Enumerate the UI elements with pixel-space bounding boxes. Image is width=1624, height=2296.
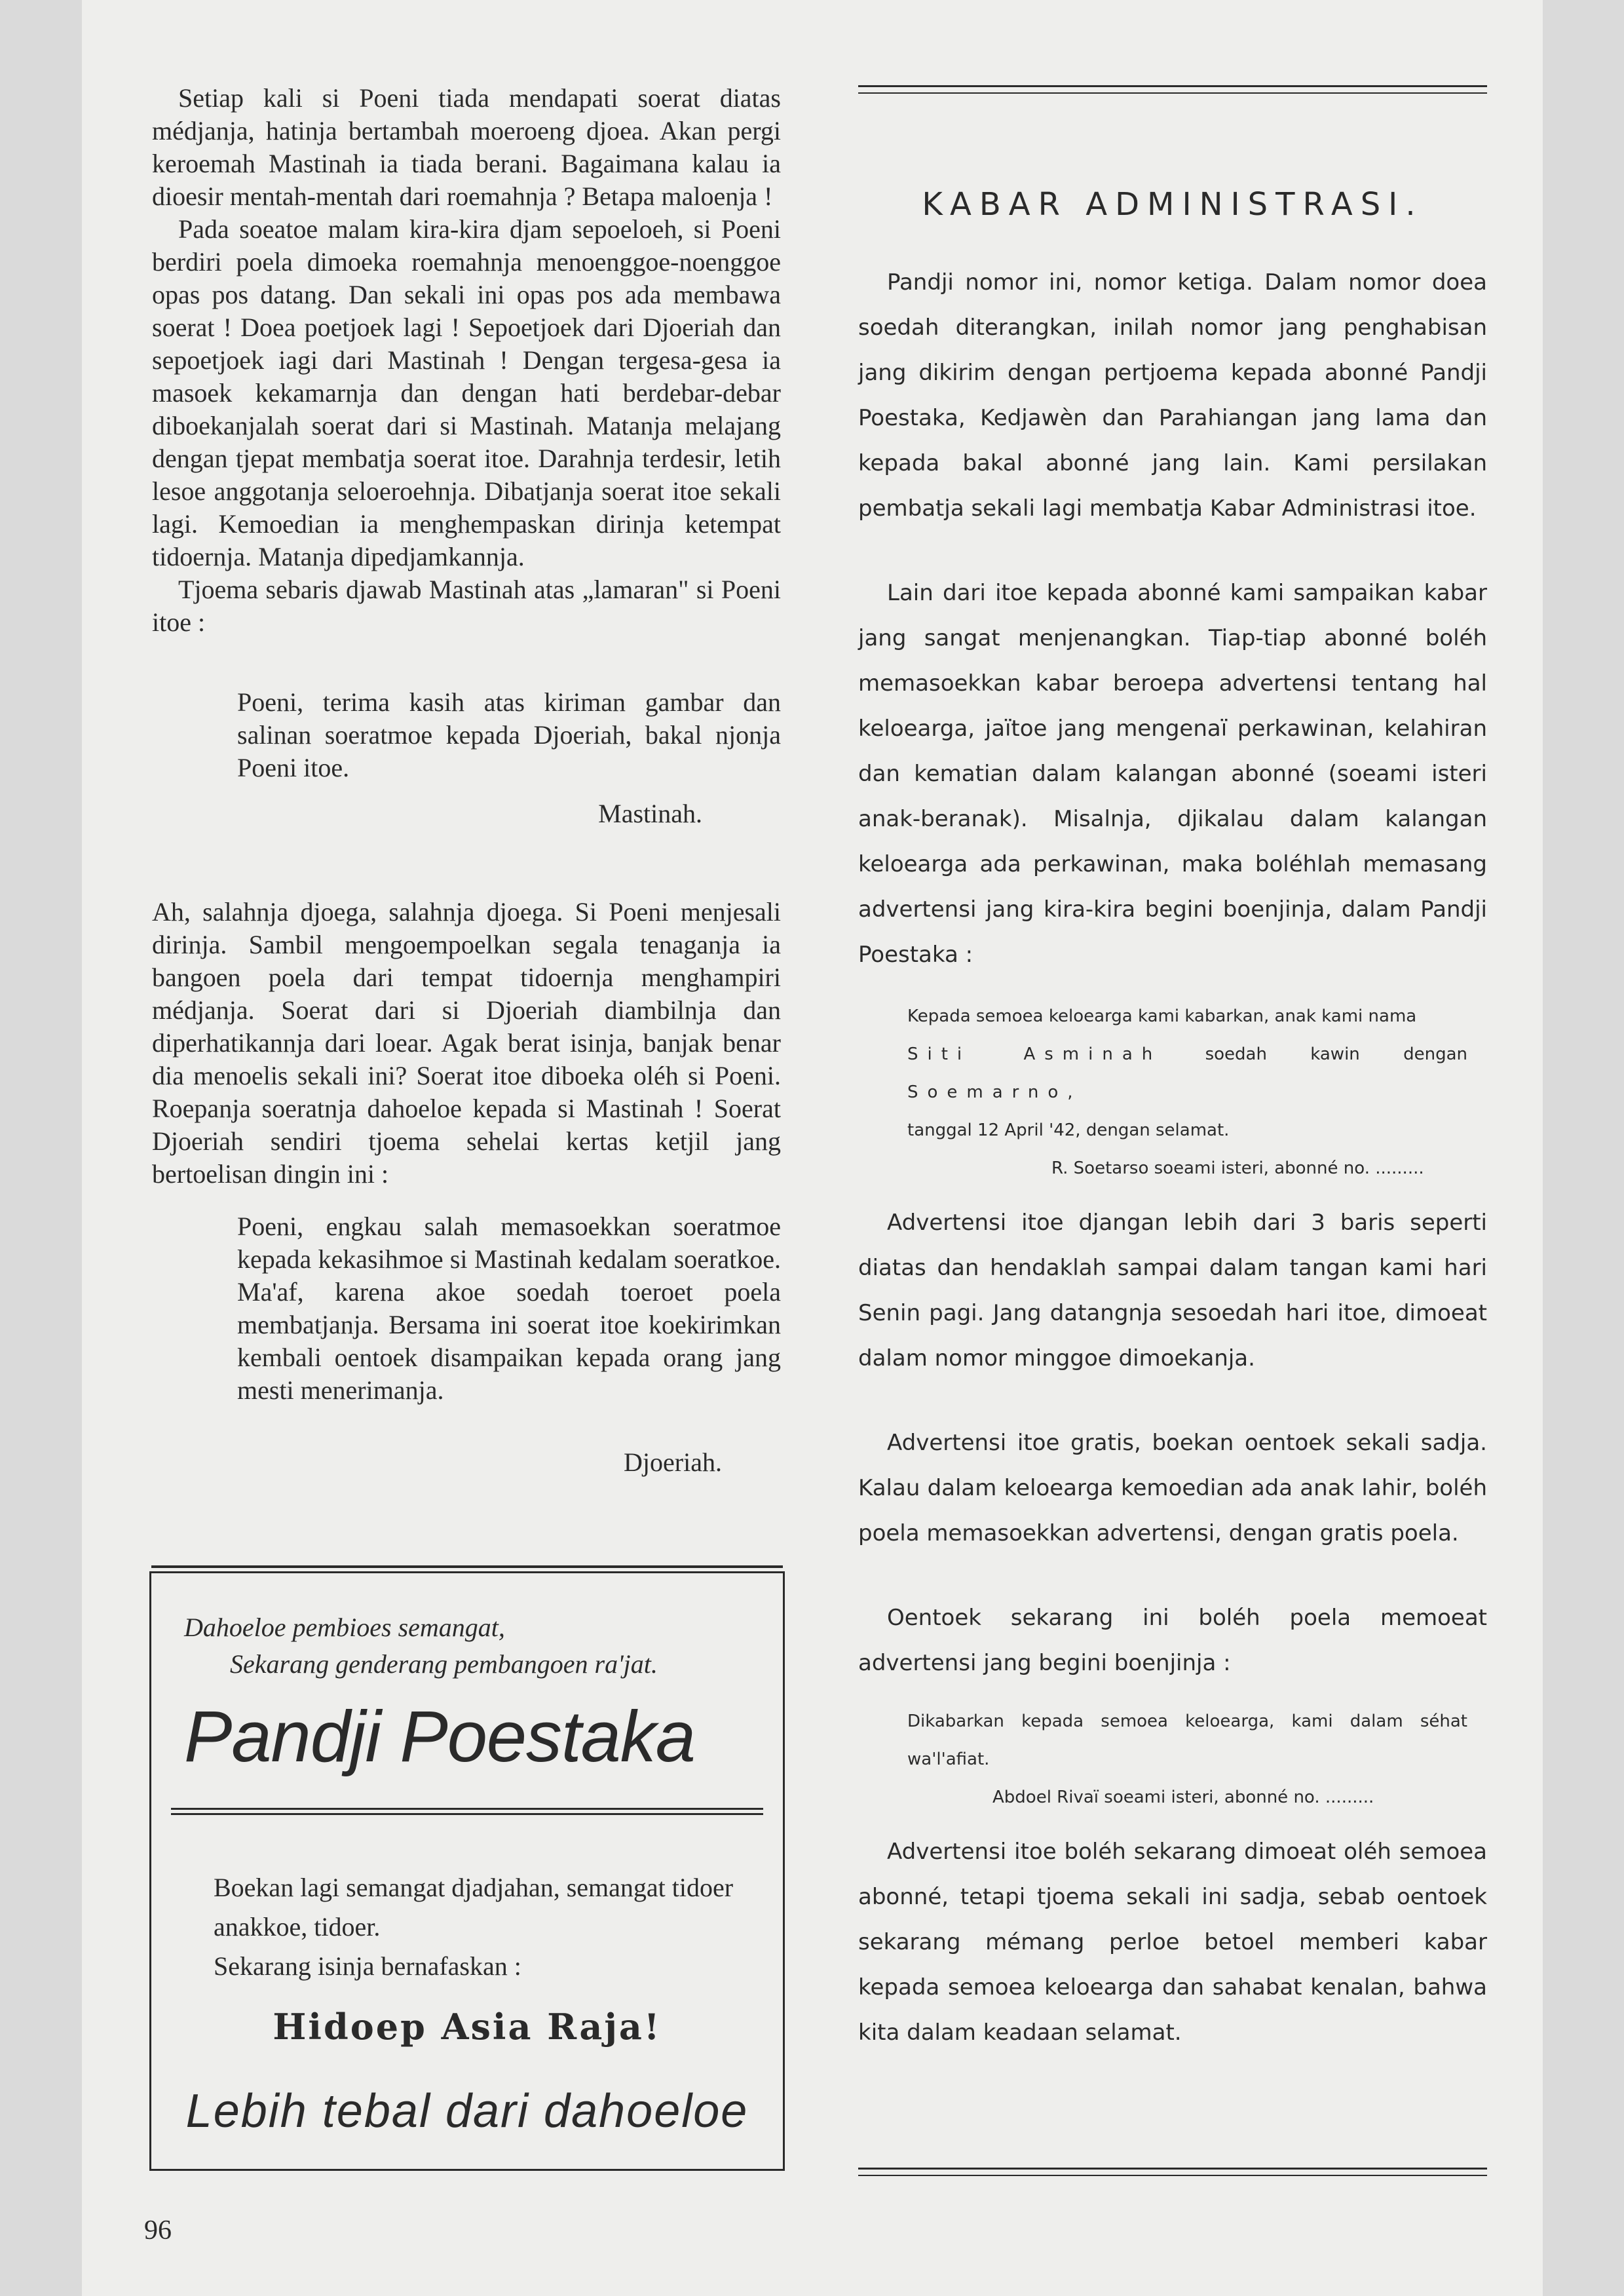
letter-djoeriah: Poeni, engkau salah memasoekkan soeratmoe kepada kekasihmoe si Mastinah kedalam soeratkoe. Ma'af, karena akoe soedah toeroet poela membatjanja. Bersama ini soerat itoe koekirimkan kembali oentoek disampaikan kepada orang jang mesti menerimanja. [237, 1212, 781, 1405]
admin-paragraph-1: Pandji nomor ini, nomor ketiga. Dalam nomor doea soedah diterangkan, inilah nomor jang penghabisan jang dikirim dengan pertjoema kepada abonné Pandji Poestaka, Kedjawèn dan Parahiangan jang lama dan kepada bakal abonné jang lain. Kami persilakan pembatja sekali lagi membatja Kabar Administrasi itoe. [858, 269, 1487, 522]
ad-top-rule [151, 1565, 783, 1568]
ad-title: Pandji Poestaka [184, 1696, 695, 1777]
story-paragraph-1: Setiap kali si Poeni tiada mendapati soerat diatas médjanja, hatinja bertambah moeroeng djoea. Akan pergi keroemah Mastinah ia tiada berani. Bagaimana kalau ia dioesir mentah-mentah dari roemahnja ? Betapa maloenja ! [152, 83, 781, 211]
page-number: 96 [144, 2215, 172, 2246]
signature-mastinah: Mastinah. [598, 799, 702, 828]
notice-1-name-2: Soemarno, [907, 1082, 1082, 1102]
story-paragraph-2: Pada soeatoe malam kira-kira djam sepoeloeh, si Poeni berdiri poela dimoeka roemahnja menoenggoe-noenggoe opas pos datang. Dan sekali ini opas pos ada membawa soerat ! Doea poetjoek lagi ! Sepoetjoek dari Djoeriah dan sepoetjoek iagi dari Mastinah ! Dengan tergesa-gesa ia masoek kekamarnja dan dengan hati berdebar-debar diboekanjalah soerat dari si Mastinah. Matanja melajang dengan tjepat membatja soerat itoe. Darahnja terdesir, letih lesoe anggotanja seloeroehnja. Dibatjanja soerat itoe sekali lagi. Kemoedian ia menghempaskan dirinja ketempat tidoernja. Matanja dipedjamkannja. [152, 214, 781, 571]
ad-tagline-line-1: Dahoeloe pembioes semangat, [184, 1613, 505, 1642]
notice-2-signature: Abdoel Rivaï soeami isteri, abonné no. ......... [992, 1788, 1374, 1807]
ad-footer: Lebih tebal dari dahoeloe [185, 2085, 749, 2137]
ad-rule-2 [171, 1813, 763, 1815]
notice-2-line-1: Dikabarkan kepada semoea keloearga, kami dalam séhat wa'l'afiat. [907, 1712, 1467, 1769]
signature-djoeriah: Djoeriah. [624, 1447, 722, 1477]
story-column [152, 82, 781, 1479]
ad-body-line-1: Boekan lagi semangat djadjahan, semangat tidoer anakkoe, tidoer. [214, 1873, 734, 1942]
admin-paragraph-4: Advertensi itoe gratis, boekan oentoek sekali sadja. Kalau dalam keloearga kemoedian ada anak lahir, boléh poela memasoekkan advertensi, dengan gratis poela. [858, 1430, 1487, 1546]
admin-paragraph-3: Advertensi itoe djangan lebih dari 3 baris seperti diatas dan hendaklah sampai dalam tangan kami hari Senin pagi. Jang datangnja sesoedah hari itoe, dimoeat dalam nomor minggoe dimoekanja. [858, 1210, 1487, 1371]
ad-body [184, 1868, 750, 1986]
letter-mastinah: Poeni, terima kasih atas kiriman gambar dan salinan soeratmoe kepada Djoeriah, bakal njonja Poeni itoe. [237, 687, 781, 782]
ad-slogan: Hidoep Asia Raja! [273, 2006, 662, 2048]
notice-1-line-3: tanggal 12 April '42, dengan selamat. [907, 1120, 1230, 1140]
notice-example-2 [858, 1702, 1487, 1816]
admin-paragraph-6: Advertensi itoe boléh sekarang dimoeat oléh semoea abonné, tetapi tjoema sekali ini sadja, sebab oentoek sekarang mémang perloe betoel memberi kabar kepada semoea keloearga dan sahabat kenalan, bahwa kita dalam keadaan selamat. [858, 1839, 1487, 2046]
administration-column [858, 85, 1487, 2056]
notice-1-line-2 [907, 1035, 1467, 1111]
notice-1-mid: soedah kawin dengan [1205, 1044, 1467, 1064]
ad-body-line-2: Sekarang isinja bernafaskan : [214, 1951, 521, 1981]
notice-example-1 [858, 997, 1487, 1187]
admin-paragraph-5: Oentoek sekarang ini boléh poela memoeat advertensi jang begini boenjinja : [858, 1605, 1487, 1676]
advertisement-box [149, 1571, 785, 2171]
story-paragraph-3: Tjoema sebaris djawab Mastinah atas „lamaran" si Poeni itoe : [152, 575, 781, 637]
admin-paragraph-2: Lain dari itoe kepada abonné kami sampaikan kabar jang sangat menjenangkan. Tiap-tiap abonné boléh memasoekkan kabar beroepa advertensi tentang hal keloearga, jaïtoe jang mengenaï perkawinan, kelahiran dan kematian dalam kalangan abonné (soeami isteri anak-beranak). Misalnja, djikalau dalam kalangan keloearga ada perkawinan, maka boléhlah memasang advertensi jang kira-kira begini boenjinja, dalam Pandji Poestaka : [858, 580, 1487, 968]
ad-tagline [184, 1609, 658, 1683]
notice-1-name-1: Siti Asminah [907, 1044, 1162, 1064]
ad-rule-1 [171, 1808, 763, 1810]
ad-tagline-line-2: Sekarang genderang pembangoen ra'jat. [230, 1649, 658, 1679]
story-paragraph-4: Ah, salahnja djoega, salahnja djoega. Si Poeni menjesali dirinja. Sambil mengoempoelkan segala tenaganja ia bangoen poela dari tempat tidoernja menghampiri médjanja. Soerat dari si Djoeriah diambilnja dan diperhatikannja dari loear. Agak berat isinja, banjak benar dia menoelis sekali ini? Soerat itoe diboeka oléh si Poeni. Roepanja soeratnja dahoeloe kepada si Mastinah ! Soerat Djoeriah sendiri tjoema sehelai kertas ketjil jang bertoelisan dingin ini : [152, 897, 781, 1189]
notice-1-line-1: Kepada semoea keloearga kami kabarkan, anak kami nama [907, 1006, 1417, 1026]
bottom-double-rule [858, 2168, 1487, 2176]
section-heading: KABAR ADMINISTRASI. [922, 186, 1424, 223]
notice-1-signature: R. Soetarso soeami isteri, abonné no. ......... [1051, 1158, 1424, 1178]
top-double-rule [858, 85, 1487, 94]
